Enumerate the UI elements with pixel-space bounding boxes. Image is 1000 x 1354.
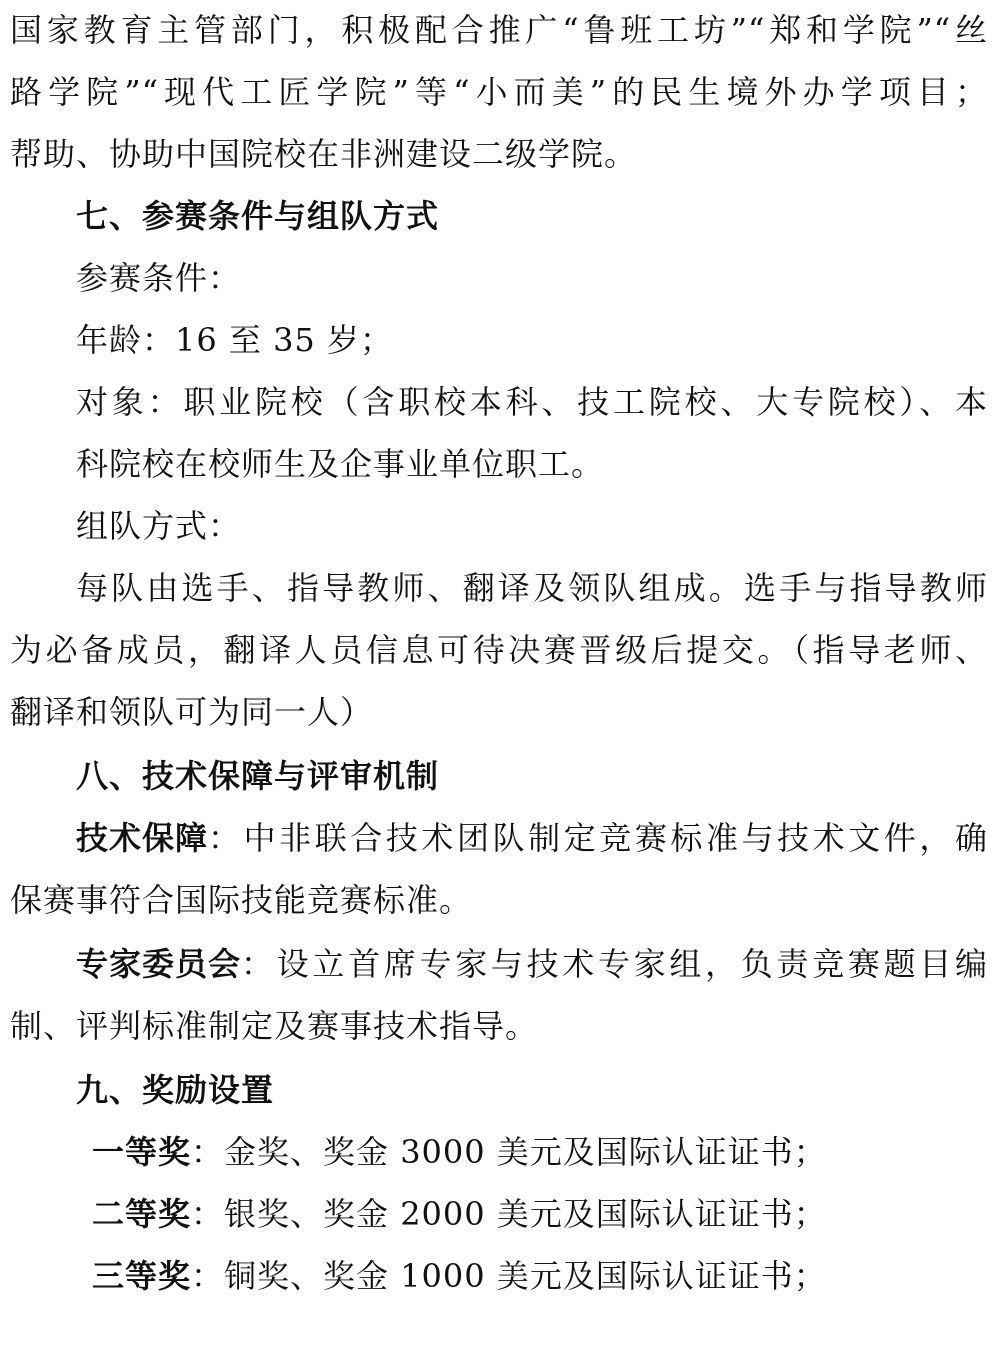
section-9-heading: 九、奖励设置	[76, 1071, 275, 1109]
team-label: 组队方式：	[76, 507, 242, 545]
award-third-text: ：铜奖、奖金 1000 美元及国际认证证书；	[191, 1257, 827, 1295]
award-second-text: ：银奖、奖金 2000 美元及国际认证证书；	[191, 1195, 827, 1233]
intro-line-3: 帮助、协助中国院校在非洲建设二级学院。	[10, 135, 638, 173]
tech-text-2: 保赛事符合国际技能竞赛标准。	[10, 881, 473, 919]
conditions-label: 参赛条件：	[76, 259, 242, 297]
award-first-text: ：金奖、奖金 3000 美元及国际认证证书；	[191, 1133, 827, 1171]
expert-label: 专家委员会	[76, 945, 242, 983]
tech-text-1: ：中非联合技术团队制定竞赛标准与技术文件，确	[208, 819, 988, 857]
expert-paragraph-line-1	[76, 944, 988, 984]
expert-text-2: 制、评判标准制定及赛事技术指导。	[10, 1007, 539, 1045]
team-line-2: 为必备成员，翻译人员信息可待决赛晋级后提交。（指导老师、	[10, 631, 988, 669]
team-line-3: 翻译和领队可为同一人）	[10, 693, 374, 731]
award-second-label: 二等奖	[92, 1195, 192, 1233]
section-7-heading: 七、参赛条件与组队方式	[76, 197, 440, 235]
expert-text-1: ：设立首席专家与技术专家组，负责竞赛题目编	[241, 945, 988, 983]
tech-label: 技术保障	[76, 819, 209, 857]
award-first	[92, 1132, 827, 1172]
award-third-label: 三等奖	[92, 1257, 192, 1295]
intro-line-2: 路学院”“现代工匠学院”等“小而美”的民生境外办学项目；	[10, 73, 988, 111]
intro-line-1: 国家教育主管部门，积极配合推广“鲁班工坊”“郑和学院”“丝	[10, 11, 988, 49]
target-line-1: 对象：职业院校（含职校本科、技工院校、大专院校）、本	[76, 383, 988, 421]
award-first-label: 一等奖	[92, 1133, 192, 1171]
target-line-2: 科院校在校师生及企事业单位职工。	[76, 445, 605, 483]
team-line-1: 每队由选手、指导教师、翻译及领队组成。选手与指导教师	[76, 569, 988, 607]
section-8-heading: 八、技术保障与评审机制	[76, 757, 440, 795]
award-third	[92, 1256, 827, 1296]
tech-paragraph-line-1	[76, 818, 988, 858]
age-line: 年龄：16 至 35 岁；	[76, 321, 393, 359]
award-second	[92, 1194, 827, 1234]
